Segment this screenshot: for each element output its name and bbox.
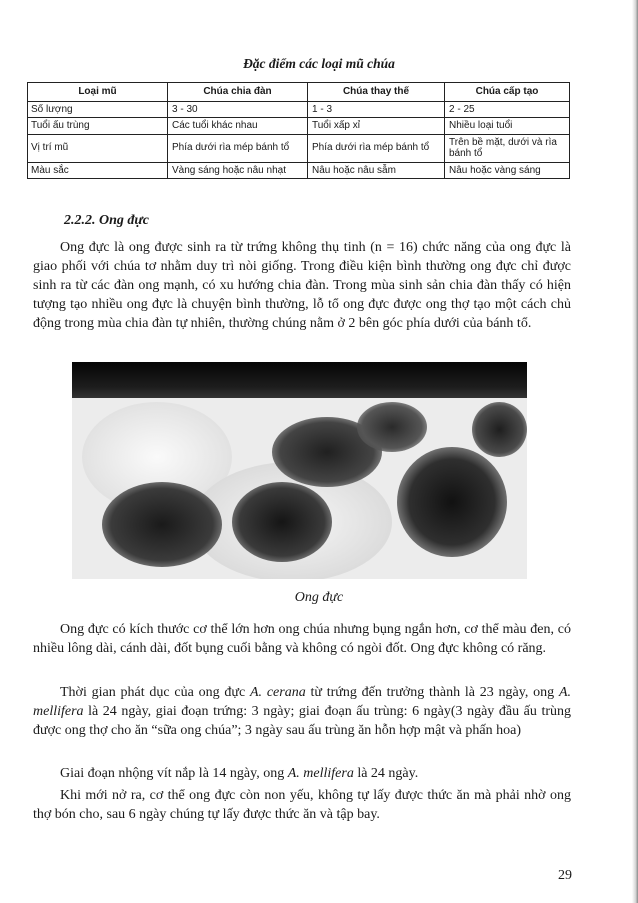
table-cell: 3 - 30 xyxy=(168,101,308,118)
table-cell: 2 - 25 xyxy=(445,101,570,118)
table-cell: Nâu hoặc vàng sáng xyxy=(445,162,570,179)
paragraph-newborn-drone: Khi mới nở ra, cơ thể ong đực còn non yếu, không tự lấy được thức ăn mà phải nhờ ong thợ bón cho, sau 6 ngày chúng tự lấy được thức ăn và tập bay. xyxy=(33,788,571,822)
table-header-cell: Loại mũ xyxy=(28,83,168,102)
table-cell: Vị trí mũ xyxy=(28,134,168,162)
table-cell: Phía dưới rìa mép bánh tổ xyxy=(308,134,445,162)
species-name: A. mellifera xyxy=(33,685,571,719)
table-cell: Tuổi ấu trùng xyxy=(28,118,168,135)
text-span: Thời gian phát dục của ong đực xyxy=(60,685,250,700)
table-cell: Phía dưới rìa mép bánh tổ xyxy=(168,134,308,162)
table-header-row xyxy=(28,83,570,102)
table-row xyxy=(28,118,570,135)
species-name: A. mellifera xyxy=(287,766,354,781)
paragraph-drone-body: Ong đực có kích thước cơ thể lớn hơn ong chúa nhưng bụng ngắn hơn, cơ thể màu đen, có nhiều lông dài, cánh dài, đốt bụng cuối bằng và không có ngòi đốt. Ong đực không có răng. xyxy=(33,622,571,656)
text-span: là 24 ngày, giai đoạn trứng: 3 ngày; giai đoạn ấu trùng: 6 ngày(3 ngày đầu ấu trùng được ong thợ cho ăn “sữa ong chúa”; 3 ngày sau ấu trùng ăn hỗn hợp mật và phấn hoa) xyxy=(33,704,571,738)
drone-bee-shape xyxy=(472,402,527,457)
table-header-cell: Chúa chia đàn xyxy=(168,83,308,102)
drone-bee-shape xyxy=(232,482,332,562)
table-cell: Trên bề mặt, dưới và rìa bánh tổ xyxy=(445,134,570,162)
table-header-cell: Chúa cấp tạo xyxy=(445,83,570,102)
paragraph-drone-intro: Ong đực là ong được sinh ra từ trứng không thụ tinh (n = 16) chức năng của ong đực là giao phối với chúa tơ nhằm duy trì nòi giống. Trong điều kiện bình thường ong đực chỉ được sinh ra từ các đàn ong mạnh, có xu hướng chia đàn. Trong mùa sinh sản chia đàn thấy có hiện tượng tạo nhiều ong đực là chuyện bình thường, lỗ tổ ong đực được ong thợ tạo một cách chủ động trong mùa chia đàn tự nhiên, thường chúng nằm ở 2 bên góc phía dưới của bánh tổ. xyxy=(33,240,571,331)
section-heading: 2.2.2. Ong đực xyxy=(64,213,149,228)
text-span: Giai đoạn nhộng vít nắp là 14 ngày, ong xyxy=(60,766,288,781)
species-name: A. cerana xyxy=(249,685,306,700)
comb-frame-shadow xyxy=(72,362,527,398)
drone-bee-shape xyxy=(357,402,427,452)
queen-cell-table xyxy=(27,82,570,179)
table-header-cell: Chúa thay thế xyxy=(308,83,445,102)
paragraph-development-time xyxy=(33,683,571,740)
table-cell: Nhiều loại tuổi xyxy=(445,118,570,135)
table-row xyxy=(28,134,570,162)
table-row xyxy=(28,101,570,118)
page-number: 29 xyxy=(558,868,572,883)
text-span: từ trứng đến trưởng thành là 23 ngày, ong xyxy=(305,685,559,700)
table-cell: Nâu hoặc nâu sẫm xyxy=(308,162,445,179)
table-cell: Vàng sáng hoặc nâu nhạt xyxy=(168,162,308,179)
table-cell: Tuổi xấp xỉ xyxy=(308,118,445,135)
figure-caption: Ong đực xyxy=(294,590,344,605)
table-title: Đặc điểm các loại mũ chúa xyxy=(243,56,395,71)
table-cell: Các tuổi khác nhau xyxy=(168,118,308,135)
table-cell: Màu sắc xyxy=(28,162,168,179)
text-span: là 24 ngày. xyxy=(353,766,419,781)
drone-bee-shape xyxy=(102,482,222,567)
page-edge-shadow xyxy=(632,0,638,903)
paragraph-pupa-stage xyxy=(33,764,571,783)
drone-bee-shape xyxy=(397,447,507,557)
drone-bee-photo xyxy=(72,362,527,579)
table-cell: 1 - 3 xyxy=(308,101,445,118)
table-cell: Số lượng xyxy=(28,101,168,118)
table-row xyxy=(28,162,570,179)
